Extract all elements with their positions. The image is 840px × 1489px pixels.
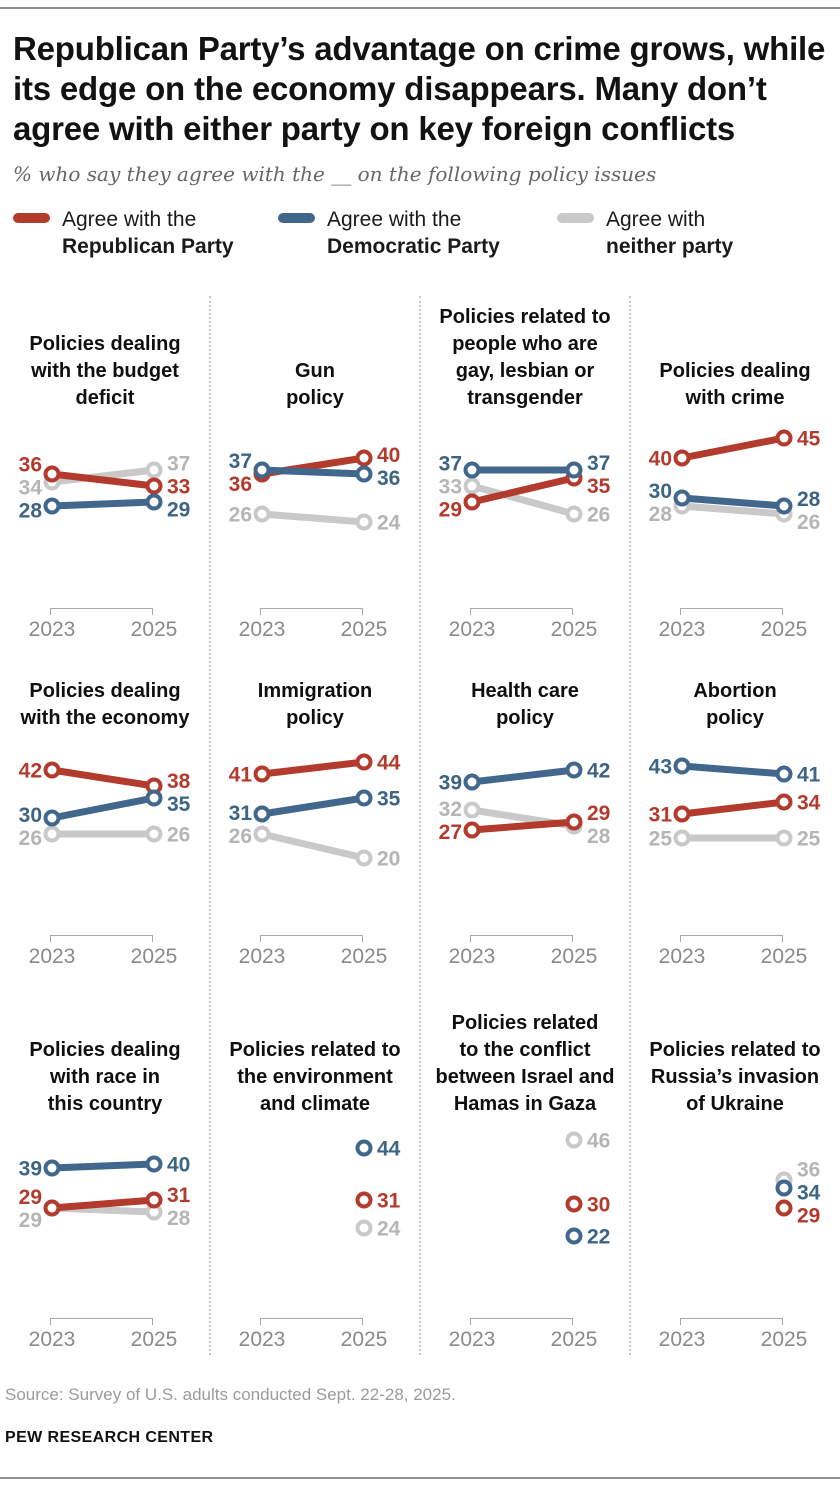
value-label: 26 [228, 824, 252, 848]
legend-item-neither [557, 206, 733, 260]
data-point-neither-2025 [148, 828, 161, 841]
chart-plot [0, 1118, 210, 1278]
axis-bracket [470, 935, 573, 942]
value-label: 24 [377, 511, 401, 535]
trend-line-republican [52, 1200, 154, 1208]
value-label: 31 [228, 801, 252, 825]
axis-year-2025: 2025 [760, 945, 808, 968]
value-label: 26 [587, 503, 611, 527]
data-point-neither-2025 [358, 852, 371, 865]
data-point-democratic-2025 [148, 792, 161, 805]
data-point-democratic-2025 [568, 464, 581, 477]
value-label: 32 [438, 797, 462, 821]
value-label: 39 [438, 771, 462, 795]
chart-plot [0, 732, 210, 892]
data-point-republican-2023 [46, 764, 59, 777]
trend-line-republican [682, 802, 784, 814]
value-label: 31 [648, 803, 672, 827]
value-label: 36 [797, 1158, 821, 1182]
chart-title: Policies dealing with crime [659, 360, 811, 409]
axis-bracket [470, 1318, 573, 1325]
axis-year-2025: 2025 [130, 945, 178, 968]
page-title-line: Republican Party’s advantage on crime grows, while [13, 30, 826, 67]
top-rule [0, 7, 840, 9]
trend-line-republican [472, 822, 574, 830]
chart-cell-budget-deficit [0, 290, 210, 650]
axis-bracket [260, 935, 363, 942]
trend-line-republican [682, 438, 784, 458]
chart-cell-russia-ukraine [630, 1000, 840, 1365]
axis-year-2025: 2025 [340, 945, 388, 968]
x-axis [0, 608, 210, 650]
chart-plot [210, 732, 420, 892]
value-label: 27 [438, 820, 462, 844]
axis-year-2023: 2023 [238, 1328, 286, 1351]
bottom-rule [0, 1477, 840, 1479]
data-point-republican-2025 [148, 1194, 161, 1207]
data-point-democratic-2025 [358, 468, 371, 481]
axis-year-2023: 2023 [658, 945, 706, 968]
axis-bracket [50, 935, 153, 942]
legend-label: Agree with the [327, 208, 462, 231]
chart-cell-environment-climate [210, 1000, 420, 1365]
value-label: 35 [167, 792, 191, 816]
chart-plot [420, 412, 630, 572]
legend-label-party: Democratic Party [327, 235, 500, 258]
value-label: 42 [587, 759, 611, 783]
data-point-democratic-2025 [778, 1182, 791, 1195]
value-label: 33 [438, 475, 462, 499]
axis-year-2023: 2023 [448, 1328, 496, 1351]
data-point-republican-2023 [46, 1202, 59, 1215]
value-label: 35 [587, 474, 611, 498]
trend-line-democratic [682, 766, 784, 774]
legend-item-republican [13, 206, 234, 260]
chart-plot [630, 732, 840, 892]
x-axis [420, 608, 630, 650]
chart-cell-gun-policy [210, 290, 420, 650]
data-point-neither-2023 [466, 804, 479, 817]
axis-year-2023: 2023 [238, 945, 286, 968]
data-point-neither-2025 [358, 516, 371, 529]
value-label: 28 [167, 1206, 191, 1230]
chart-plot [420, 1118, 630, 1278]
value-label: 44 [377, 751, 401, 775]
data-point-republican-2025 [778, 432, 791, 445]
legend-label-party: Republican Party [62, 235, 234, 258]
axis-year-2025: 2025 [340, 618, 388, 641]
value-label: 37 [587, 451, 611, 475]
value-label: 26 [228, 503, 252, 527]
chart-cell-immigration [210, 650, 420, 1000]
value-label: 28 [18, 499, 42, 523]
axis-bracket [470, 608, 573, 615]
data-point-republican-2025 [778, 796, 791, 809]
value-label: 41 [228, 763, 252, 787]
chart-cell-israel-hamas-gaza [420, 1000, 630, 1365]
trend-line-republican [262, 762, 364, 774]
data-point-neither-2025 [778, 832, 791, 845]
x-axis [630, 608, 840, 650]
value-label: 25 [648, 827, 672, 851]
axis-bracket [260, 608, 363, 615]
x-axis [0, 1318, 210, 1360]
axis-bracket [680, 935, 783, 942]
axis-year-2023: 2023 [448, 945, 496, 968]
data-point-republican-2025 [568, 816, 581, 829]
axis-year-2023: 2023 [448, 618, 496, 641]
chart-title: Policies dealing with the economy [20, 680, 190, 729]
data-point-democratic-2025 [778, 768, 791, 781]
value-label: 37 [438, 452, 462, 476]
value-label: 36 [228, 472, 252, 496]
value-label: 44 [377, 1137, 401, 1161]
data-point-democratic-2023 [46, 1162, 59, 1175]
data-point-neither-2025 [148, 464, 161, 477]
data-point-democratic-2025 [778, 500, 791, 513]
legend-label: Agree with the [62, 208, 197, 231]
value-label: 36 [377, 466, 401, 490]
legend-item-democratic [278, 206, 500, 260]
data-point-neither-2025 [358, 1222, 371, 1235]
value-label: 45 [797, 427, 821, 451]
value-label: 28 [648, 502, 672, 526]
data-point-democratic-2023 [256, 464, 269, 477]
data-point-democratic-2025 [148, 496, 161, 509]
chart-plot [0, 412, 210, 572]
x-axis [210, 608, 420, 650]
axis-bracket [50, 1318, 153, 1325]
value-label: 28 [797, 487, 821, 511]
data-point-neither-2023 [466, 480, 479, 493]
data-point-democratic-2025 [568, 1230, 581, 1243]
value-label: 36 [18, 453, 42, 477]
data-point-democratic-2023 [466, 776, 479, 789]
chart-title: Policies dealing with race in this country [29, 1039, 181, 1115]
value-label: 26 [18, 826, 42, 850]
chart-plot [210, 412, 420, 572]
data-point-republican-2023 [676, 808, 689, 821]
axis-year-2023: 2023 [28, 945, 76, 968]
axis-year-2025: 2025 [130, 1328, 178, 1351]
data-point-democratic-2023 [256, 808, 269, 821]
axis-year-2023: 2023 [238, 618, 286, 641]
axis-year-2025: 2025 [550, 618, 598, 641]
axis-year-2025: 2025 [760, 1328, 808, 1351]
data-point-republican-2023 [46, 468, 59, 481]
page-title [13, 29, 826, 149]
value-label: 39 [18, 1157, 42, 1181]
data-point-democratic-2023 [676, 492, 689, 505]
data-point-republican-2023 [676, 452, 689, 465]
value-label: 40 [377, 443, 401, 467]
axis-year-2025: 2025 [130, 618, 178, 641]
trend-line-democratic [52, 1164, 154, 1168]
data-point-democratic-2025 [358, 1142, 371, 1155]
value-label: 26 [797, 510, 821, 534]
chart-title: Gun policy [286, 360, 344, 409]
chart-title: Immigration policy [257, 680, 373, 729]
chart-title: Policies related to the environment and climate [229, 1039, 401, 1115]
data-point-republican-2025 [358, 756, 371, 769]
x-axis [630, 1318, 840, 1360]
chart-cell-health-care [420, 650, 630, 1000]
value-label: 43 [648, 755, 672, 779]
trend-line-democratic [52, 798, 154, 818]
data-point-democratic-2023 [46, 500, 59, 513]
legend [0, 206, 840, 272]
axis-year-2023: 2023 [658, 618, 706, 641]
value-label: 31 [167, 1183, 191, 1207]
axis-bracket [260, 1318, 363, 1325]
chart-plot [630, 1118, 840, 1278]
value-label: 29 [438, 498, 462, 522]
value-label: 30 [648, 479, 672, 503]
trend-line-republican [52, 770, 154, 786]
x-axis [420, 935, 630, 977]
data-point-neither-2023 [676, 832, 689, 845]
value-label: 46 [587, 1129, 611, 1153]
chart-plot [630, 412, 840, 572]
x-axis [420, 1318, 630, 1360]
value-label: 30 [18, 803, 42, 827]
value-label: 34 [797, 791, 821, 815]
value-label: 41 [797, 763, 821, 787]
data-point-republican-2025 [778, 1202, 791, 1215]
data-point-neither-2025 [568, 1134, 581, 1147]
axis-bracket [50, 608, 153, 615]
republican-line-swatch-icon [13, 213, 50, 223]
value-label: 20 [377, 847, 401, 871]
value-label: 30 [587, 1193, 611, 1217]
chart-title: Abortion policy [693, 680, 777, 729]
chart-plot [420, 732, 630, 892]
chart-title: Policies related to Russia’s invasion of Ukraine [649, 1039, 821, 1115]
trend-line-neither [262, 834, 364, 858]
value-label: 31 [377, 1189, 401, 1213]
value-label: 29 [18, 1208, 42, 1232]
data-point-democratic-2023 [676, 760, 689, 773]
data-point-republican-2025 [148, 480, 161, 493]
chart-cell-race [0, 1000, 210, 1365]
value-label: 26 [167, 823, 191, 847]
value-label: 29 [587, 801, 611, 825]
chart-plot [210, 1118, 420, 1278]
legend-label: Agree with [606, 208, 706, 231]
chart-cell-economy [0, 650, 210, 1000]
value-label: 42 [18, 759, 42, 783]
value-label: 34 [18, 476, 42, 500]
x-axis [0, 935, 210, 977]
chart-title: Policies related to people who are gay, lesbian or transgender [439, 306, 611, 409]
axis-bracket [680, 1318, 783, 1325]
axis-year-2025: 2025 [760, 618, 808, 641]
value-label: 33 [167, 475, 191, 499]
chart-cell-abortion [630, 650, 840, 1000]
chart-title: Health care policy [471, 680, 579, 729]
value-label: 40 [648, 447, 672, 471]
data-point-neither-2023 [256, 828, 269, 841]
page-title-line: its edge on the economy disappears. Many don’t [13, 70, 767, 107]
chart-cell-gay-lesbian-transgender [420, 290, 630, 650]
value-label: 40 [167, 1153, 191, 1177]
chart-title: Policies dealing with the budget deficit [29, 333, 181, 409]
trend-line-democratic [262, 798, 364, 814]
value-label: 29 [797, 1204, 821, 1228]
brand: PEW RESEARCH CENTER [5, 1429, 214, 1446]
value-label: 29 [167, 498, 191, 522]
trend-line-democratic [472, 770, 574, 782]
chart-title: Policies related to the conflict between Israel and Hamas in Gaza [435, 1012, 615, 1115]
page-subtitle: % who say they agree with the __ on the following policy issues [13, 162, 657, 186]
data-point-democratic-2023 [466, 464, 479, 477]
page-title-line: agree with either party on key foreign conflicts [13, 110, 736, 147]
trend-line-neither [262, 514, 364, 522]
value-label: 28 [587, 824, 611, 848]
data-point-republican-2023 [466, 824, 479, 837]
neither-line-swatch-icon [557, 213, 594, 223]
value-label: 38 [167, 769, 191, 793]
value-label: 22 [587, 1225, 611, 1249]
data-point-republican-2025 [568, 1198, 581, 1211]
value-label: 25 [797, 827, 821, 851]
value-label: 29 [18, 1185, 42, 1209]
data-point-democratic-2025 [358, 792, 371, 805]
value-label: 34 [797, 1181, 821, 1205]
data-point-democratic-2025 [568, 764, 581, 777]
value-label: 24 [377, 1217, 401, 1241]
data-point-republican-2025 [358, 1194, 371, 1207]
democratic-line-swatch-icon [278, 213, 315, 223]
chart-cell-crime [630, 290, 840, 650]
source-note: Source: Survey of U.S. adults conducted Sept. 22-28, 2025. [5, 1385, 456, 1404]
axis-year-2023: 2023 [28, 618, 76, 641]
value-label: 37 [228, 449, 252, 473]
data-point-neither-2025 [568, 508, 581, 521]
value-label: 35 [377, 787, 401, 811]
x-axis [630, 935, 840, 977]
axis-year-2025: 2025 [550, 945, 598, 968]
trend-line-democratic [262, 470, 364, 474]
data-point-democratic-2023 [46, 812, 59, 825]
data-point-republican-2023 [466, 496, 479, 509]
value-label: 37 [167, 452, 191, 476]
axis-year-2025: 2025 [340, 1328, 388, 1351]
axis-year-2023: 2023 [658, 1328, 706, 1351]
data-point-neither-2023 [46, 828, 59, 841]
legend-label-party: neither party [606, 235, 734, 258]
trend-line-democratic [52, 502, 154, 506]
data-point-neither-2023 [256, 508, 269, 521]
charts-grid [0, 290, 840, 1365]
axis-year-2023: 2023 [28, 1328, 76, 1351]
data-point-republican-2023 [256, 768, 269, 781]
x-axis [210, 1318, 420, 1360]
axis-bracket [680, 608, 783, 615]
x-axis [210, 935, 420, 977]
data-point-democratic-2025 [148, 1158, 161, 1171]
axis-year-2025: 2025 [550, 1328, 598, 1351]
data-point-republican-2025 [358, 452, 371, 465]
